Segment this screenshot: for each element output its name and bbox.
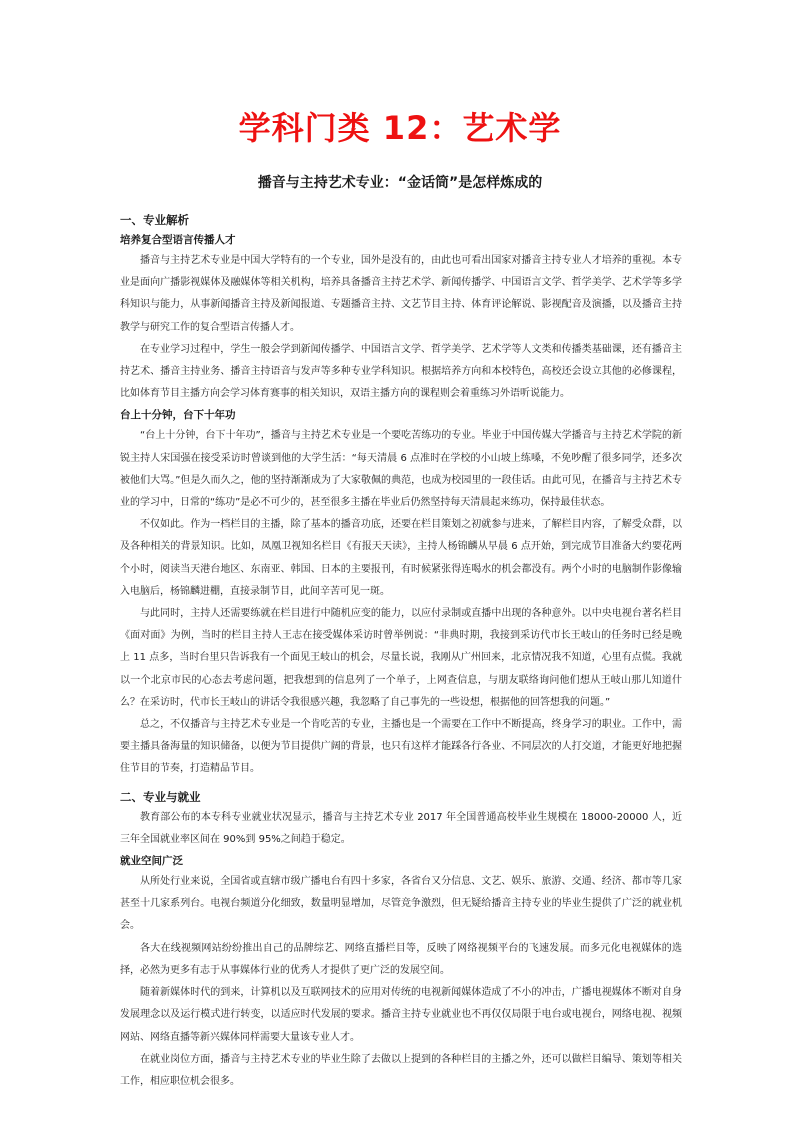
section-heading-analysis: 一、专业解析 (120, 213, 189, 227)
document-title: 学科门类 12：艺术学 (238, 109, 562, 147)
paragraph: 从所处行业来说，全国省或直辖市级广播电台有四十多家，各省台又分信息、文艺、娱乐、旅游、交通、经济、都市等几家甚至十几家系列台。电视台频道分化细致，数量明显增加，尽管竞争激烈，但无疑给播音主持专业的毕业生提供了广泛的就业机会。 (120, 876, 682, 932)
subsection-heading-job-space: 就业空间广泛 (120, 855, 183, 868)
section-heading-employment: 二、专业与就业 (120, 789, 201, 804)
paragraph: 教育部公布的本专科专业就业状况显示，播音与主持艺术专业 2017 年全国普通高校毕业生规模在 18000-20000 人，近三年全国就业率区间在 90%到 95%之间趋于稳定。 (120, 811, 682, 845)
paragraph: 在就业岗位方面，播音与主持艺术专业的毕业生除了去做以上提到的各种栏目的主播之外，还可以做栏目编导、策划等相关工作，相应职位机会很多。 (120, 1053, 682, 1087)
paragraph: 不仅如此。作为一档栏目的主播，除了基本的播音功底，还要在栏目策划之初就参与进来，了解栏目内容，了解受众群，以及各种相关的背景知识。比如，凤凰卫视知名栏目《有报天天读》，主持人杨锦麟从早晨 6 点开始，到完成节目准备大约要花两个小时，阅读当天港台地区、东南亚、韩国、日本的主要报刊，有时候紧张得连喝水的机会都没有。两个小时的电脑制作影像输入电脑后，杨锦麟进棚，直接录制节目，此间辛苦可见一斑。 (120, 519, 682, 597)
paragraph: 播音与主持艺术专业是中国大学特有的一个专业，国外是没有的，由此也可看出国家对播音主持专业人才培养的重视。本专业是面向广播影视媒体及融媒体等相关机构，培养具备播音主持艺术学、新闻传播学、中国语言文学、哲学美学、艺术学等多学科知识与能力，从事新闻播音主持及新闻报道、专题播音主持、文艺节目主持、体育评论解说、影视配音及演播，以及播音主持教学与研究工作的复合型语言传播人才。 (120, 255, 682, 333)
paragraph: 随着新媒体时代的到来，计算机以及互联网技术的应用对传统的电视新闻媒体造成了不小的冲击，广播电视媒体不断对自身发展理念以及运行模式进行转变，以适应时代发展的要求。播音主持专业就业也不再仅仅局限于电台或电视台，网络电视、视频网站、网络直播等新兴媒体同样需要大量该专业人才。 (120, 987, 682, 1043)
paragraph: 各大在线视频网站纷纷推出自己的品牌综艺、网络直播栏目等，反映了网络视频平台的飞速发展。而多元化电视媒体的选择，必然为更多有志于从事媒体行业的优秀人才提供了更广泛的发展空间。 (120, 942, 682, 976)
paragraph: 总之，不仅播音与主持艺术专业是一个肯吃苦的专业，主播也是一个需要在工作中不断提高，终身学习的职业。工作中，需要主播具备海量的知识储备，以便为节目提供广阔的背景，也只有这样才能踩各行各业、不同层次的人打交道，才能更好地把握住节目的节奏，打造精品节目。 (120, 719, 682, 775)
paragraph: “台上十分钟，台下十年功”，播音与主持艺术专业是一个要吃苦练功的专业。毕业于中国传媒大学播音与主持艺术学院的新锐主持人宋国强在接受采访时曾谈到他的大学生活：“每天清晨 6 点准时在学校的小山坡上练嗓，不免吵醒了很多同学，还多次被他们大骂。”但是久而久之，他的坚持渐渐成为了大家敬佩的典范，也成为校园里的一段佳话。由此可见，在播音与主持艺术专业的学习中，日常的“练功”是必不可少的，甚至很多主播在毕业后仍然坚持每天清晨起来练功，保持最佳状态。 (120, 430, 682, 509)
paragraph: 与此同时，主持人还需要练就在栏目进行中随机应变的能力，以应付录制或直播中出现的各种意外。以中央电视台著名栏目《面对面》为例，当时的栏目主持人王志在接受媒体采访时曾举例说：“非典时期，我接到采访代市长王岐山的任务时已经是晚上 11 点多，当时台里只告诉我有一个面见王岐山的机会，尽量长说，我刚从广州回来，北京情况我不知道，心里有点慌。我就以一个北京市民的心态去考虑问题，把我想到的信息列了一个单子，上网查信息，与朋友联络询问他们想从王岐山那儿知道什么？在采访时，代市长王岐山的讲话令我很感兴趣，我忽略了自己事先的一些设想，根据他的回答想我的问题。” (120, 608, 682, 708)
subsection-heading-talent: 培养复合型语言传播人才 (120, 234, 236, 246)
article-subtitle: 播音与主持艺术专业：“金话筒”是怎样炼成的 (257, 175, 543, 191)
paragraph: 在专业学习过程中，学生一般会学到新闻传播学、中国语言文学、哲学美学、艺术学等人文类和传播类基础课，还有播音主持艺术、播音主持业务、播音主持语音与发声等多种专业学科知识。根据培养方向和本校特色，高校还会设立其他的必修课程，比如体育节目主播方向会学习体育赛事的相关知识，双语主播方向的课程则会着重练习外语听说能力。 (120, 343, 682, 400)
article-body (120, 210, 682, 1093)
subsection-heading-practice: 台上十分钟，台下十年功 (120, 409, 236, 422)
